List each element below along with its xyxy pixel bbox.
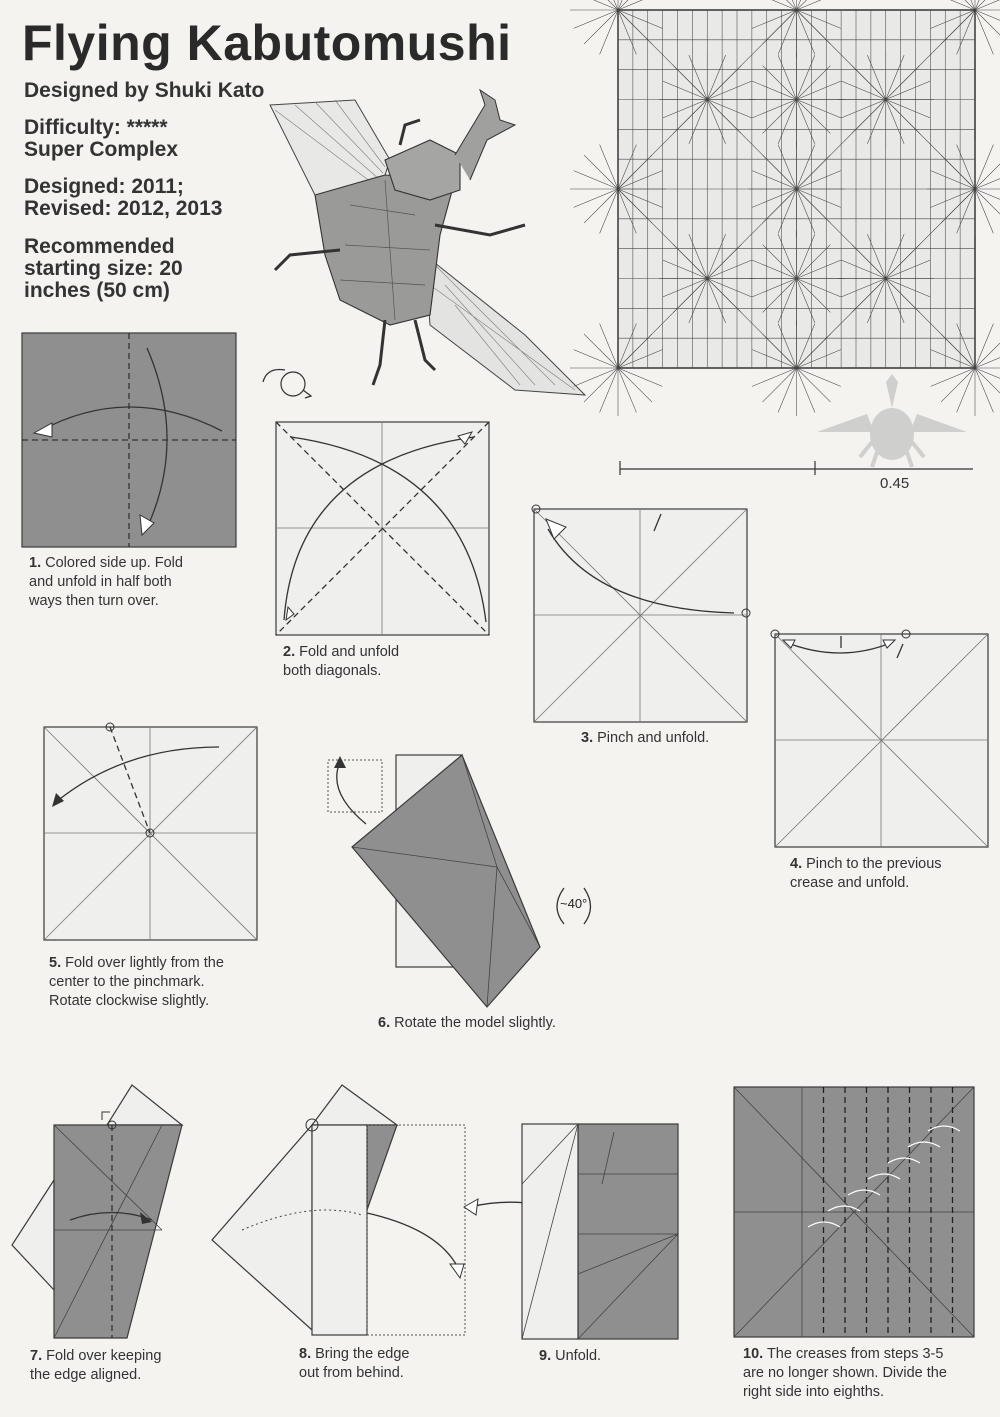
step-1-line-3: ways then turn over. (29, 593, 159, 609)
step-5-diagram (44, 727, 257, 940)
step-3-number: 3. (581, 730, 594, 746)
step-8-line-1: Bring the edge (315, 1346, 410, 1362)
step-5-caption (49, 954, 224, 1011)
designer-line: Designed by Shuki Kato (24, 79, 265, 102)
step-2-diagram (276, 422, 489, 635)
step-2-caption (283, 643, 399, 681)
step-4-line-2: crease and unfold. (790, 875, 910, 891)
step-10-diagram (734, 1087, 974, 1337)
step-7-caption (30, 1347, 161, 1385)
step-10-number: 10. (743, 1346, 764, 1362)
step-5-line-2: center to the pinchmark. (49, 974, 205, 990)
step-9-line-1: Unfold. (555, 1348, 602, 1364)
step-6-number: 6. (378, 1015, 391, 1031)
step-10-line-3: right side into eighths. (743, 1384, 885, 1400)
step-4-caption (790, 855, 942, 893)
step-1-number: 1. (29, 555, 42, 571)
difficulty-line: Difficulty: ***** (24, 116, 168, 139)
step-6-diagram (322, 752, 602, 1012)
step-8-diagram (212, 1080, 472, 1340)
difficulty-block (24, 117, 178, 161)
step-4-number: 4. (790, 856, 803, 872)
step-5-line-3: Rotate clockwise slightly. (49, 993, 210, 1009)
step-3-line-1: Pinch and unfold. (597, 730, 710, 746)
step-3-caption (581, 729, 709, 748)
rotate-angle-label: ~40° (560, 896, 588, 911)
step-2-line-2: both diagonals. (283, 663, 382, 679)
scale-value: 0.45 (880, 475, 910, 492)
step-10-line-2: are no longer shown. Divide the (743, 1365, 947, 1381)
size-line-3: inches (50 cm) (24, 279, 170, 302)
step-8-caption (299, 1345, 409, 1383)
size-line-2: starting size: 20 (24, 257, 183, 280)
step-10-caption (743, 1345, 947, 1402)
step-9-number: 9. (539, 1348, 552, 1364)
step-1-caption (29, 554, 183, 611)
step-7-line-1: Fold over keeping (46, 1348, 162, 1364)
step-6-line-1: Rotate the model slightly. (394, 1015, 556, 1031)
step-6-caption (378, 1014, 556, 1033)
step-3-diagram (534, 509, 747, 722)
size-line-1: Recommended (24, 235, 175, 258)
step-9-diagram (522, 1124, 678, 1339)
step-7-line-2: the edge aligned. (30, 1367, 142, 1383)
step-4-line-1: Pinch to the previous (806, 856, 942, 872)
step-10-line-1: The creases from steps 3-5 (766, 1346, 944, 1362)
step-7-number: 7. (30, 1348, 43, 1364)
beetle-silhouette-icon (812, 372, 972, 467)
step-7-diagram (12, 1080, 212, 1340)
step-8-line-2: out from behind. (299, 1365, 404, 1381)
step-4-diagram (775, 634, 988, 847)
dates-block (24, 176, 222, 220)
revised-line: Revised: 2012, 2013 (24, 197, 223, 220)
step-5-number: 5. (49, 955, 62, 971)
step-1-line-1: Colored side up. Fold (45, 555, 183, 571)
page-title: Flying Kabutomushi (22, 15, 512, 71)
designed-line: Designed: 2011; (24, 175, 184, 198)
step-1-line-2: and unfold in half both (29, 574, 172, 590)
difficulty-level: Super Complex (24, 138, 179, 161)
size-block (24, 236, 183, 302)
step-2-number: 2. (283, 644, 296, 660)
turn-over-icon (255, 362, 315, 402)
designer-credit (24, 80, 264, 102)
step-2-line-1: Fold and unfold (299, 644, 400, 660)
beetle-model-illustration (255, 85, 595, 405)
step-9-caption (539, 1347, 601, 1366)
crease-pattern-diagram (618, 10, 975, 368)
step-8-number: 8. (299, 1346, 312, 1362)
step-1-diagram (22, 333, 236, 547)
scale-bar (618, 455, 978, 475)
step-5-line-1: Fold over lightly from the (65, 955, 224, 971)
